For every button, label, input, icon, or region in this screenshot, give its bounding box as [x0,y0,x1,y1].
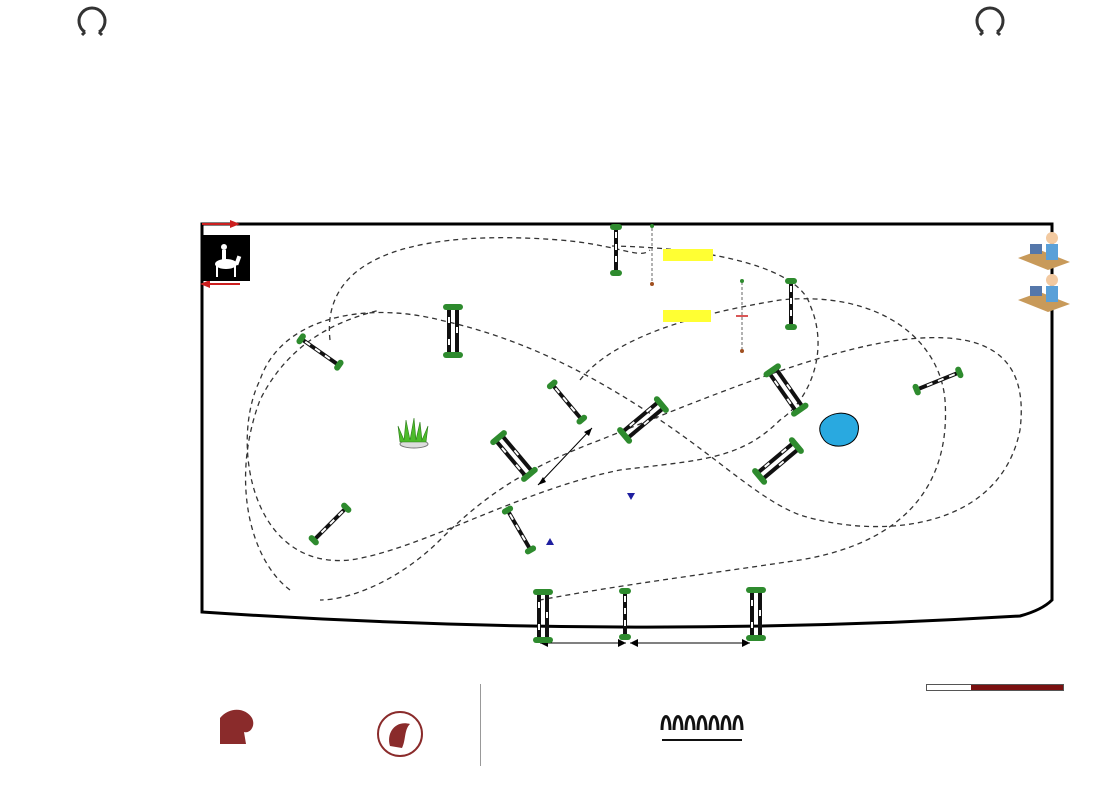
obstacle-1 [736,278,797,330]
obstacle-7 [307,501,352,546]
water-obstacle [820,413,859,446]
salam-international-logo [662,717,742,741]
judge-booth-icon [1018,274,1070,312]
judge-booth-icon [1018,232,1070,270]
obstacle-12 [610,224,622,276]
qatar-equestrian-federation-logo [378,712,422,756]
obstacle-6a [746,587,766,641]
sponsor-logos [200,700,900,780]
obstacle-8 [616,395,670,445]
obstacle-6c [533,589,553,643]
obstacle-10b [489,429,539,483]
obstacle-10a [546,378,589,426]
obstacle-4 [501,504,537,555]
obstacle-3 [443,304,463,358]
obstacle-5 [762,362,809,418]
obstacle-2 [751,436,805,486]
grass-decoration [398,418,428,448]
obstacle-6b [619,588,631,640]
direction-marker [546,538,554,545]
al-shaqab-logo [220,710,253,744]
designer-bar [926,684,1064,691]
arena-boundary [202,224,1052,627]
course-path [246,238,1022,600]
obstacle-11 [295,332,344,372]
obstacle-9 [912,366,965,397]
direction-marker [627,493,635,500]
